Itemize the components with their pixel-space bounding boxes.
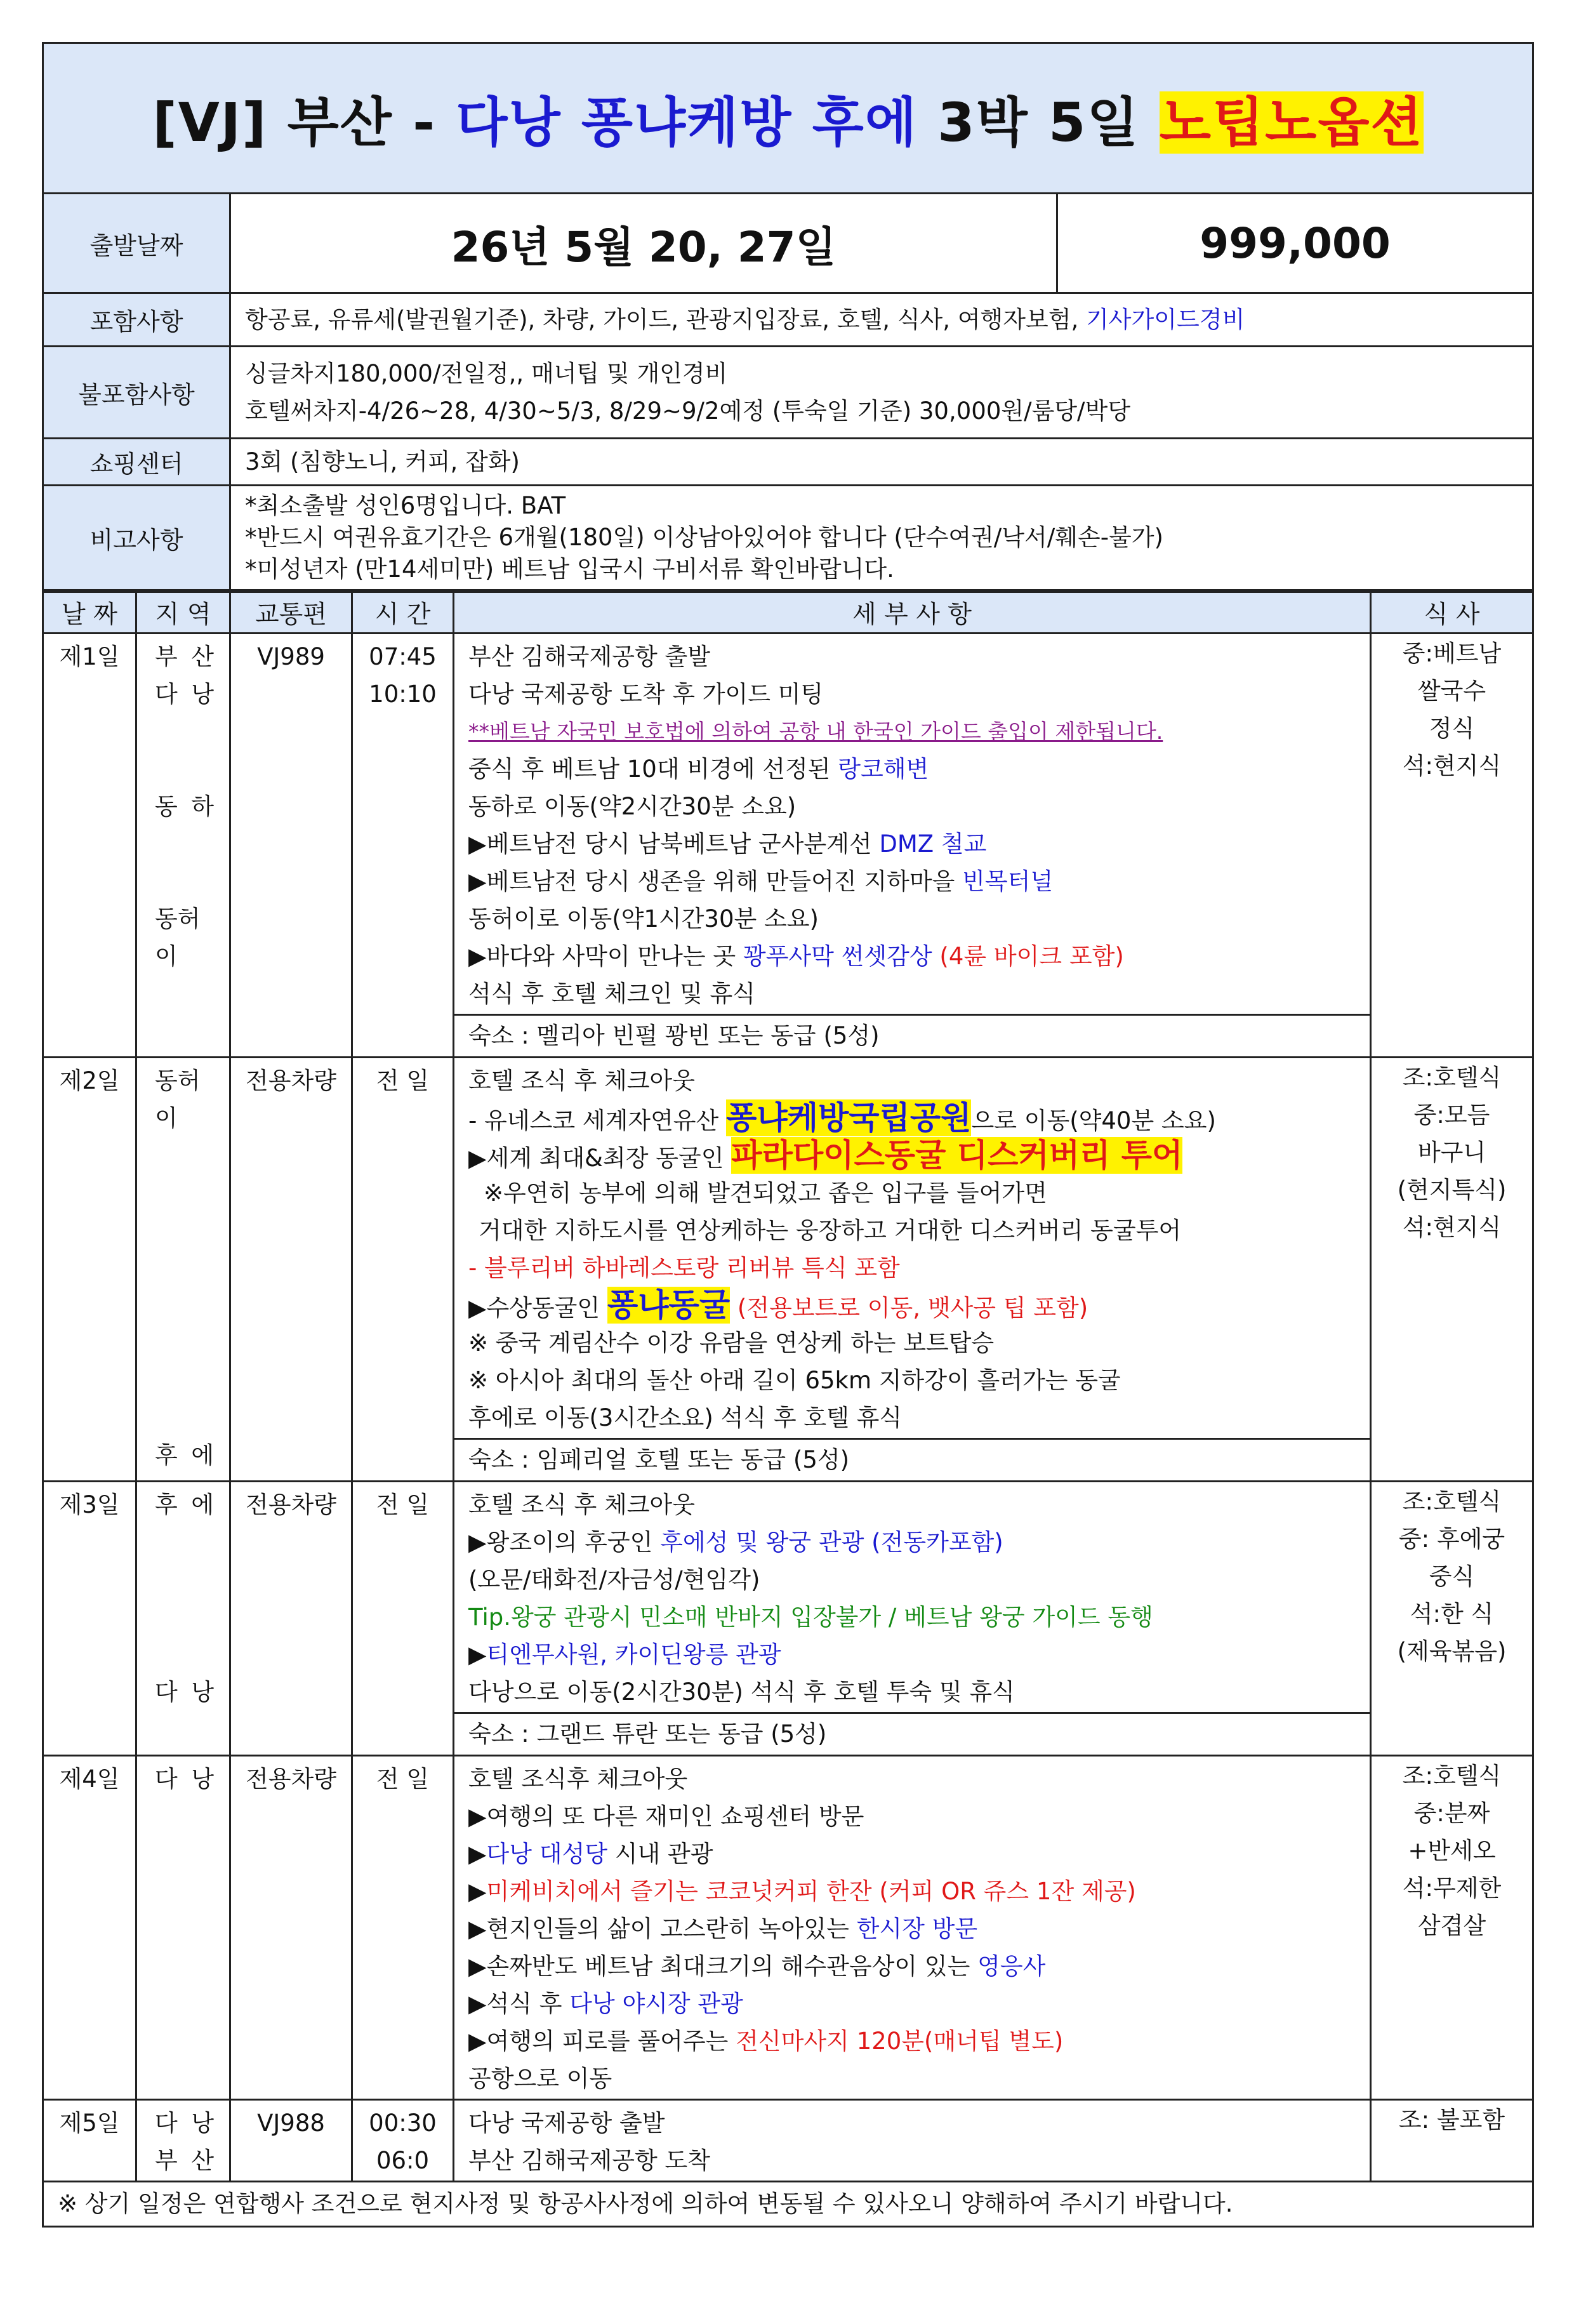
region: 다 낭 (136, 1756, 230, 2100)
detail-line: 호텔 조식 후 체크아웃 (468, 1067, 695, 1094)
detail-line: 동하로 이동(약2시간30분 소요) (468, 793, 797, 820)
transport: VJ988 (230, 2100, 352, 2182)
notes-label: 비고사항 (43, 486, 230, 590)
itinerary-row-day3 (43, 1482, 1533, 1756)
included-items (230, 293, 1533, 347)
meals: 조:호텔식 중: 후에궁 중식 석:한 식 (제육볶음) (1371, 1482, 1533, 1756)
detail-line: 공항으로 이동 (468, 2065, 612, 2092)
itinerary-row-day5 (43, 2100, 1533, 2182)
detail-line: ▶세계 최대&최장 동굴인 파라다이스동굴 디스커버리 투어 (468, 1137, 1183, 1174)
excluded-label: 불포함사항 (43, 347, 230, 439)
day-label: 제2일 (43, 1058, 136, 1482)
page-title (43, 43, 1533, 194)
shopping-text: 3회 (침향노니, 커피, 잡화) (230, 439, 1533, 486)
region: 동허이 후 에 (136, 1058, 230, 1482)
title-duration: 3박 5일 (917, 91, 1160, 154)
transport: VJ989 (230, 634, 352, 1058)
details (454, 1756, 1371, 2100)
detail-line: ▶미케비치에서 즐기는 코코넛커피 한잔 (커피 OR 쥬스 1잔 제공) (468, 1878, 1136, 1905)
col-header-region: 지 역 (136, 592, 230, 634)
shopping-label: 쇼핑센터 (43, 439, 230, 486)
details (454, 2100, 1371, 2182)
detail-line: 거대한 지하도시를 연상케하는 웅장하고 거대한 디스커버리 동굴투어 (479, 1217, 1182, 1244)
detail-line: (오문/태화전/자금성/현임각) (468, 1566, 760, 1593)
price: 999,000 (1057, 194, 1533, 293)
detail-line: 다낭 국제공항 출발 (468, 2109, 665, 2137)
itinerary-row-day1 (43, 634, 1533, 1058)
no-tip-no-option-badge: 노팁노옵션 (1159, 91, 1424, 154)
detail-line: ▶다낭 대성당 시내 관광 (468, 1840, 713, 1868)
meals: 조:호텔식 중:분짜 +반세오 석:무제한 삼겹살 (1371, 1756, 1533, 2100)
hotel-line: 숙소 : 임페리얼 호텔 또는 동급 (5성) (454, 1438, 1370, 1480)
depart-label: 출발날짜 (43, 194, 230, 293)
transport: 전용차량 (230, 1482, 352, 1756)
time: 전 일 (352, 1058, 454, 1482)
detail-line: ▶베트남전 당시 생존을 위해 만들어진 지하마을 빈목터널 (468, 868, 1054, 895)
detail-line: 후에로 이동(3시간소요) 석식 후 호텔 휴식 (468, 1404, 903, 1431)
detail-line: ▶석식 후 다낭 야시장 관광 (468, 1990, 743, 2017)
day-label: 제5일 (43, 2100, 136, 2182)
region: 다 낭 부 산 (136, 2100, 230, 2182)
detail-line: 석식 후 호텔 체크인 및 휴식 (468, 980, 755, 1007)
excluded-line: 호텔써차지-4/26~28, 4/30~5/3, 8/29~9/2예정 (투숙일 기준) 30,000원/룸당/박당 (245, 397, 1131, 425)
detail-line: Tip.왕궁 관광시 민소매 반바지 입장불가 / 베트남 왕궁 가이드 동행 (468, 1604, 1153, 1631)
detail-line: ※우연히 농부에 의해 발견되었고 좁은 입구를 들어가면 (484, 1179, 1047, 1207)
detail-line: ▶베트남전 당시 남북베트남 군사분계선 DMZ 철교 (468, 830, 987, 858)
meals: 조: 불포함 (1371, 2100, 1533, 2182)
hotel-line: 숙소 : 멜리아 빈펄 꽝빈 또는 동급 (5성) (454, 1014, 1370, 1056)
detail-line: ▶여행의 피로를 풀어주는 전신마사지 120분(매너팁 별도) (468, 2028, 1064, 2055)
detail-line: 다낭으로 이동(2시간30분) 석식 후 호텔 투숙 및 휴식 (468, 1678, 1015, 1706)
details (454, 1482, 1371, 1756)
note-line: *미성년자 (만14세미만) 베트남 입국시 구비서류 확인바랍니다. (245, 555, 894, 583)
detail-line: ▶왕조이의 후궁인 후에성 및 왕궁 관광 (전동카포함) (468, 1529, 1003, 1556)
details (454, 1058, 1371, 1482)
depart-dates: 26년 5월 20, 27일 (230, 194, 1057, 293)
detail-line: 호텔 조식후 체크아웃 (468, 1765, 688, 1793)
title-prefix: [VJ] 부산 - (152, 91, 456, 154)
col-header-time: 시 간 (352, 592, 454, 634)
detail-line: - 블루리버 하바레스토랑 리버뷰 특식 포함 (468, 1254, 900, 1282)
col-header-meals: 식 사 (1371, 592, 1533, 634)
detail-line: 동허이로 이동(약1시간30분 소요) (468, 905, 819, 933)
region: 부 산 다 낭 동 하 동허이 (136, 634, 230, 1058)
day-label: 제3일 (43, 1482, 136, 1756)
transport: 전용차량 (230, 1756, 352, 2100)
excluded-items (230, 347, 1533, 439)
meals: 조:호텔식 중:모듬 바구니 (현지특식) 석:현지식 (1371, 1058, 1533, 1482)
details (454, 634, 1371, 1058)
col-header-details: 세 부 사 항 (454, 592, 1371, 634)
excluded-line: 싱글차지180,000/전일정,, 매너팁 및 개인경비 (245, 360, 728, 387)
notes (230, 486, 1533, 590)
region: 후 에 다 낭 (136, 1482, 230, 1756)
detail-line: ※ 중국 계림산수 이강 유람을 연상케 하는 보트탑승 (468, 1329, 995, 1357)
guide-restriction-notice: **베트남 자국민 보호법에 의하여 공항 내 한국인 가이드 출입이 제한됩니다. (468, 719, 1163, 744)
detail-line: 부산 김해국제공항 출발 (468, 643, 710, 670)
hotel-line: 숙소 : 그랜드 튜란 또는 동급 (5성) (454, 1712, 1370, 1755)
detail-line: ▶현지인들의 삶이 고스란히 녹아있는 한시장 방문 (468, 1915, 978, 1942)
included-driver-guide-fee: 기사가이드경비 (1086, 306, 1245, 333)
itinerary-row-day2 (43, 1058, 1533, 1482)
transport: 전용차량 (230, 1058, 352, 1482)
detail-line: 다낭 국제공항 도착 후 가이드 미팅 (468, 681, 824, 708)
day-label: 제1일 (43, 634, 136, 1058)
included-text: 항공료, 유류세(발권월기준), 차량, 가이드, 관광지입장료, 호텔, 식사, 여행자보험, (245, 306, 1087, 333)
footer-note: ※ 상기 일정은 연합행사 조건으로 현지사정 및 항공사사정에 의하여 변동될 수 있사오니 양해하여 주시기 바랍니다. (43, 2182, 1533, 2227)
detail-line: 부산 김해국제공항 도착 (468, 2147, 710, 2174)
time: 00:30 06:0 (352, 2100, 454, 2182)
itinerary-row-day4 (43, 1756, 1533, 2100)
meals: 중:베트남 쌀국수 정식 석:현지식 (1371, 634, 1533, 1058)
detail-line: ▶바다와 사막이 만나는 곳 꽝푸사막 썬셋감상 (4륜 바이크 포함) (468, 943, 1124, 970)
col-header-transport: 교통편 (230, 592, 352, 634)
detail-line: ▶손짜반도 베트남 최대크기의 해수관음상이 있는 영응사 (468, 1953, 1046, 1980)
time: 전 일 (352, 1756, 454, 2100)
time: 07:45 10:10 (352, 634, 454, 1058)
included-label: 포함사항 (43, 293, 230, 347)
detail-line: ※ 아시아 최대의 돌산 아래 길이 65km 지하강이 흘러가는 동굴 (468, 1367, 1121, 1394)
detail-line: ▶티엔무사원, 카이딘왕릉 관광 (468, 1641, 781, 1668)
title-destination: 다낭 퐁냐케방 후에 (456, 91, 918, 154)
itinerary-sheet (42, 42, 1532, 2228)
detail-line: - 유네스코 세계자연유산 퐁냐케방국립공원으로 이동(약40분 소요) (468, 1099, 1216, 1136)
note-line: *반드시 여권유효기간은 6개월(180일) 이상남아있어야 합니다 (단수여권/낙서/훼손-불가) (245, 524, 1163, 551)
detail-line: 호텔 조식 후 체크아웃 (468, 1491, 695, 1518)
col-header-date: 날 짜 (43, 592, 136, 634)
day-label: 제4일 (43, 1756, 136, 2100)
detail-line: 중식 후 베트남 10대 비경에 선정된 랑코해변 (468, 755, 929, 783)
detail-line: ▶수상동굴인 퐁냐동굴 (전용보트로 이동, 뱃사공 팁 포함) (468, 1287, 1088, 1324)
note-line: *최소출발 성인6명입니다. BAT (245, 492, 566, 519)
header-table (42, 42, 1534, 591)
time: 전 일 (352, 1482, 454, 1756)
detail-line: ▶여행의 또 다른 재미인 쇼핑센터 방문 (468, 1803, 864, 1830)
itinerary-table (42, 591, 1534, 2228)
